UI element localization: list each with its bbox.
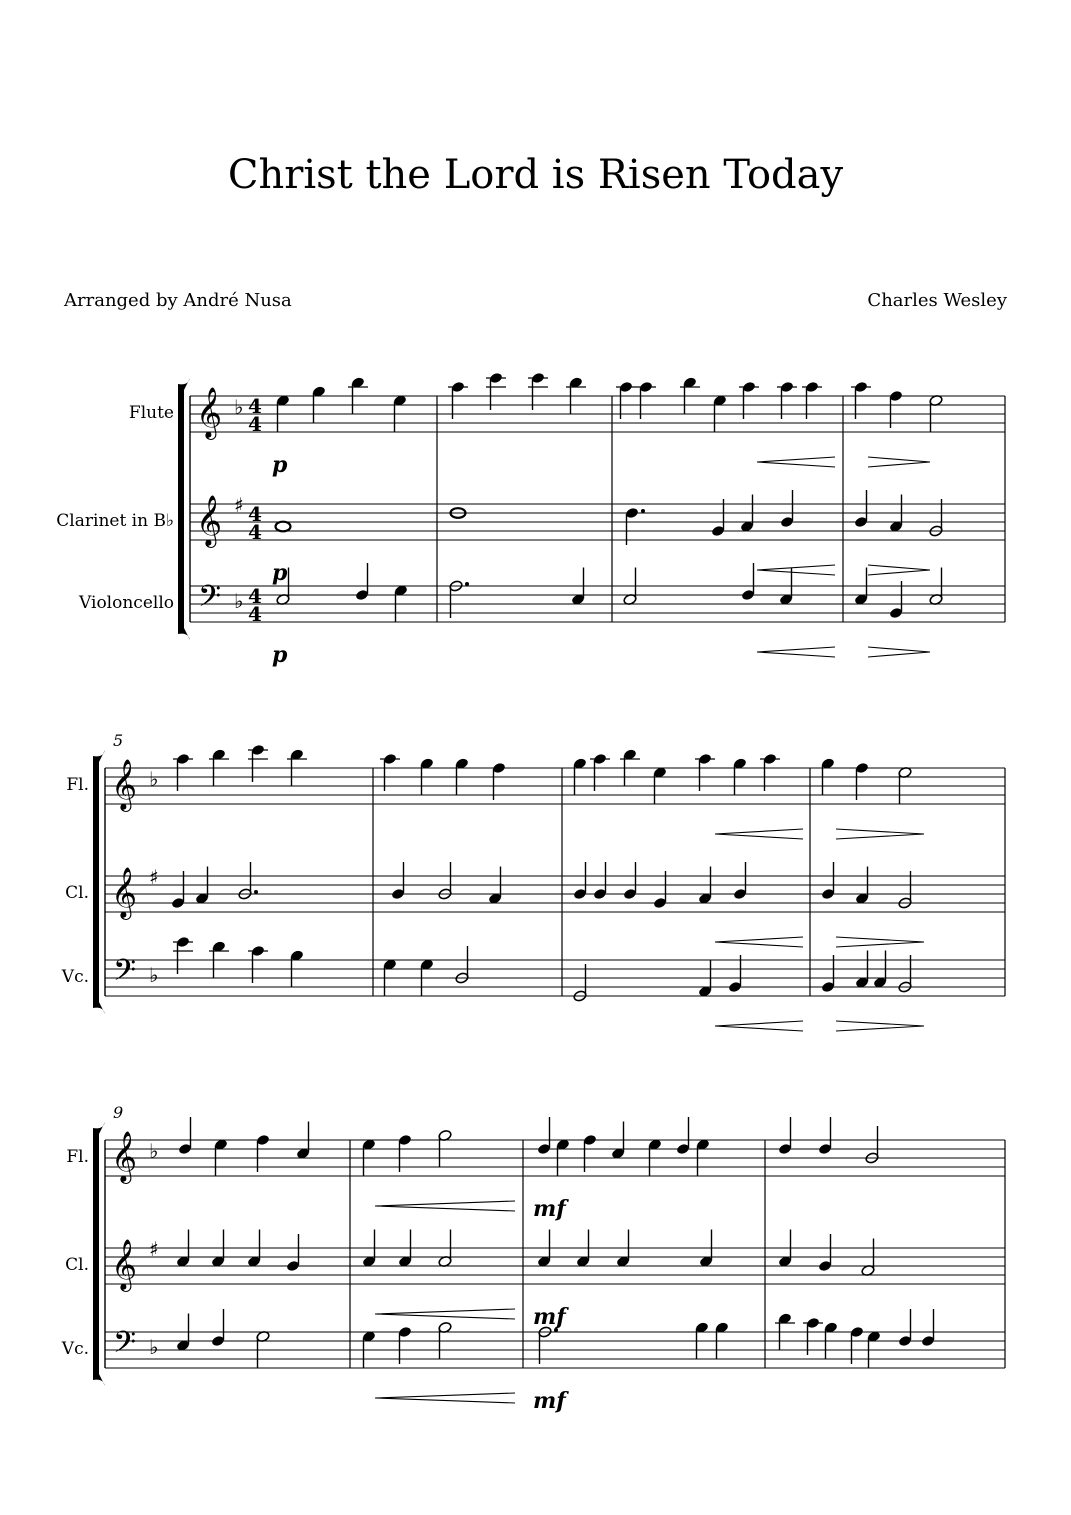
instrument-label: Vc. (61, 967, 89, 987)
key-signature: ♭ (149, 1139, 159, 1163)
treble-clef-icon: 𝄞 (111, 1239, 138, 1290)
instrument-label: Fl. (66, 775, 89, 795)
crescendo-hairpin (715, 937, 803, 947)
systems-layer (56, 372, 1005, 1414)
decrescendo-hairpin (836, 937, 924, 947)
page-title: Christ the Lord is Risen Today (227, 152, 844, 198)
system-bracket (93, 750, 105, 1014)
system-bracket (178, 378, 190, 640)
time-signature-bottom: 4 (248, 412, 262, 436)
key-signature: ♭ (149, 1335, 159, 1359)
key-signature: ♯ (149, 1237, 159, 1261)
key-signature: ♯ (149, 865, 159, 889)
crescendo-hairpin (375, 1201, 515, 1211)
time-signature-top: 4 (248, 584, 262, 608)
key-signature: ♭ (234, 589, 244, 613)
measure-number: 5 (113, 731, 124, 750)
treble-clef-icon: 𝄞 (196, 495, 223, 546)
bass-clef-icon: 𝄢 (113, 1326, 137, 1367)
dynamic-marking: p (272, 642, 288, 668)
key-signature: ♯ (234, 493, 244, 517)
time-signature-top: 4 (248, 394, 262, 418)
composer-credit: Charles Wesley (867, 290, 1007, 311)
bass-clef-icon: 𝄢 (198, 580, 222, 621)
crescendo-hairpin (715, 1021, 803, 1031)
treble-clef-icon: 𝄞 (111, 1131, 138, 1182)
decrescendo-hairpin (868, 565, 930, 575)
crescendo-hairpin (757, 565, 835, 575)
instrument-label: Cl. (65, 1255, 89, 1275)
decrescendo-hairpin (868, 457, 930, 467)
dynamic-marking: p (272, 560, 288, 586)
time-signature-bottom: 4 (248, 602, 262, 626)
treble-clef-icon: 𝄞 (111, 759, 138, 810)
dynamic-marking: mf (533, 1388, 566, 1414)
crescendo-hairpin (715, 829, 803, 839)
decrescendo-hairpin (836, 1021, 924, 1031)
key-signature: ♭ (234, 395, 244, 419)
treble-clef-icon: 𝄞 (196, 387, 223, 438)
instrument-label: Clarinet in B♭ (56, 511, 174, 531)
time-signature-top: 4 (248, 502, 262, 526)
time-signature-bottom: 4 (248, 520, 262, 544)
treble-clef-icon: 𝄞 (111, 867, 138, 918)
crescendo-hairpin (375, 1309, 515, 1319)
bass-clef-icon: 𝄢 (113, 954, 137, 995)
instrument-label: Vc. (61, 1339, 89, 1359)
arranger-credit: Arranged by André Nusa (64, 290, 292, 311)
dynamic-marking: mf (533, 1196, 566, 1222)
decrescendo-hairpin (868, 647, 930, 657)
instrument-label: Violoncello (79, 593, 174, 613)
crescendo-hairpin (757, 647, 835, 657)
measure-number: 9 (113, 1103, 124, 1122)
instrument-label: Flute (128, 403, 174, 423)
dynamic-marking: p (272, 452, 288, 478)
key-signature: ♭ (149, 767, 159, 791)
note (276, 522, 291, 532)
crescendo-hairpin (375, 1393, 515, 1403)
system-bracket (93, 1122, 105, 1386)
instrument-label: Fl. (66, 1147, 89, 1167)
instrument-label: Cl. (65, 883, 89, 903)
decrescendo-hairpin (836, 829, 924, 839)
dynamic-marking: mf (533, 1304, 566, 1330)
key-signature: ♭ (149, 963, 159, 987)
crescendo-hairpin (757, 457, 835, 467)
